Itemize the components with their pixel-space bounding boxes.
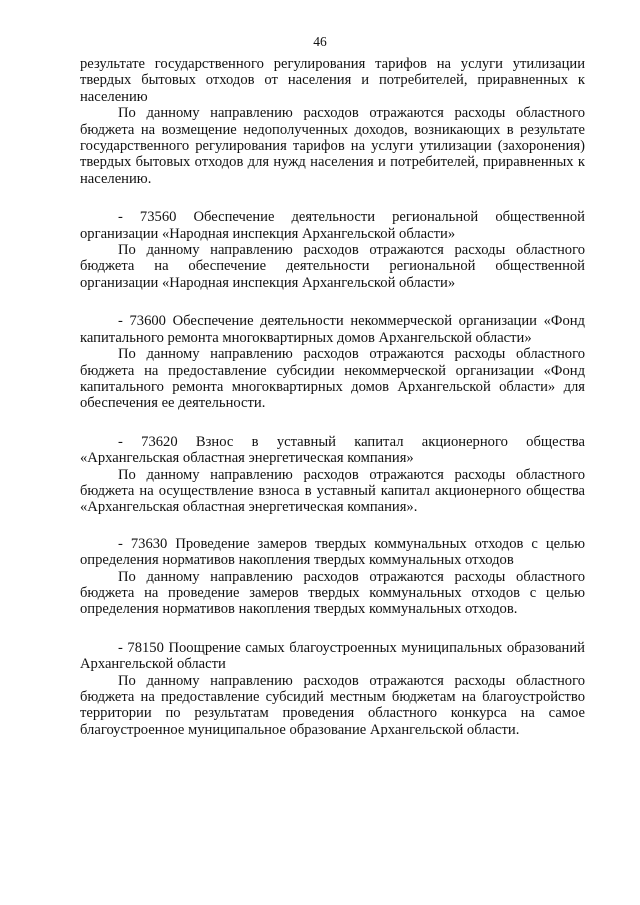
- section-description-73620: По данному направлению расходов отражаются расходы областного бюджета на осуществление взноса в уставный капитал акционерного общества «Архангельская областная энергетическая компания».: [80, 466, 585, 516]
- page-number: 46: [313, 34, 327, 49]
- intro-description: По данному направлению расходов отражаются расходы областного бюджета на возмещение недополученных доходов, возникающих в результате государственного регулирования тарифов на услуги утилизации (захоронения) твердых бытовых отходов для нужд населения и потребителей, приравненных к населению.: [80, 105, 585, 187]
- spacer: [80, 291, 585, 313]
- document-body: [80, 56, 585, 738]
- spacer: [80, 187, 585, 209]
- section-description-73600: По данному направлению расходов отражаются расходы областного бюджета на предоставление субсидии некоммерческой организации «Фонд капитального ремонта многоквартирных домов Архангельской области» для обеспечения ее деятельности.: [80, 346, 585, 412]
- section-heading-78150: - 78150 Поощрение самых благоустроенных муниципальных образований Архангельской области: [80, 639, 585, 673]
- section-heading-73630: - 73630 Проведение замеров твердых коммунальных отходов с целью определения нормативов накопления твердых коммунальных отходов: [80, 535, 585, 569]
- section-heading-73620: - 73620 Взнос в уставный капитал акционерного общества «Архангельская областная энергетическая компания»: [80, 433, 585, 467]
- section-description-73630: По данному направлению расходов отражаются расходы областного бюджета на проведение замеров твердых коммунальных отходов с целью определения нормативов накопления твердых коммунальных отходов.: [80, 568, 585, 618]
- spacer: [80, 516, 585, 536]
- section-description-78150: По данному направлению расходов отражаются расходы областного бюджета на предоставление субсидий местным бюджетам на благоустройство территории по результатам проведения областного конкурса на самое благоустроенное муниципальное образование Архангельской области.: [80, 672, 585, 738]
- section-heading-73560: - 73560 Обеспечение деятельности региональной общественной организации «Народная инспекция Архангельской области»: [80, 209, 585, 242]
- spacer: [80, 618, 585, 640]
- section-description-73560: По данному направлению расходов отражаются расходы областного бюджета на обеспечение деятельности региональной общественной организации «Народная инспекция Архангельской области»: [80, 242, 585, 291]
- intro-continuation: результате государственного регулирования тарифов на услуги утилизации твердых бытовых отходов от населения и потребителей, приравненных к населению: [80, 56, 585, 105]
- section-heading-73600: - 73600 Обеспечение деятельности некоммерческой организации «Фонд капитального ремонта многоквартирных домов Архангельской области»: [80, 313, 585, 346]
- spacer: [80, 412, 585, 434]
